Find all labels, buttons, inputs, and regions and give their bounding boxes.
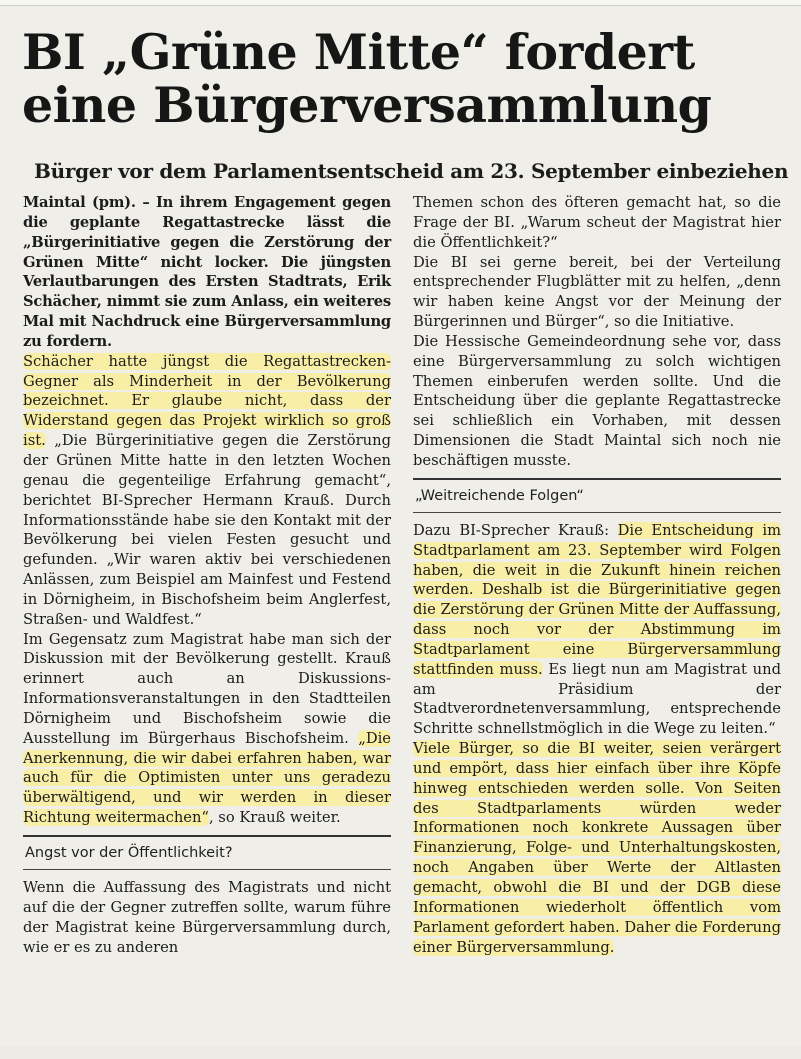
highlighted-text: Schächer hatte jüngst die Regattastrecken-Gegner als Minderheit in der Bevölkerung bezeichnet. Er glaube nicht, dass der Widerstand gegen das Projekt wirklich so groß ist. — [23, 352, 391, 450]
section-title-angst: Angst vor der Öffentlichkeit? — [25, 845, 233, 861]
paragraph-krauss — [413, 521, 781, 739]
paragraph-text: Im Gegensatz zum Magistrat habe man sich der Diskussion mit der Bevölkerung gestellt. Krauß erinnert auch an Diskussions-Informationsveranstaltungen in den Stadtteilen Dörnigheim und Bischofsheim sowie die Ausstellung im Bürgerhaus Bischofsheim. — [23, 630, 391, 747]
section-title-folgen: „Weitreichende Folgen“ — [415, 487, 584, 504]
paragraph-text: Dazu BI-Sprecher Krauß: — [413, 521, 618, 539]
paragraph-schaecher — [23, 352, 391, 630]
article-column-right — [413, 193, 781, 957]
paragraph-text: , so Krauß weiter. — [208, 809, 341, 827]
paragraph-flugblaetter: Die BI sei gerne bereit, bei der Verteilung entsprechender Flugblätter mit zu helfen, „denn wir haben keine Angst vor der Meinung der Bürgerinnen und Bürger“, so die Initiative. — [413, 253, 781, 331]
page-top-edge — [0, 0, 801, 6]
paragraph-gemeindeordnung: Die Hessische Gemeindeordnung sehe vor, dass eine Bürgerversammlung zu solch wichtigen Themen einberufen werden sollte. Und die Entscheidung über die geplante Regattastrecke sei schließlich ein Vorhaben, mit dessen Dimensionen die Stadt Maintal sich noch nie beschäftigen musste. — [413, 332, 781, 469]
section-divider — [23, 835, 391, 837]
article-subheadline: Bürger vor dem Parlamentsentscheid am 23. September einbeziehen — [34, 159, 789, 183]
section-divider — [413, 512, 781, 513]
highlighted-text: Die Entscheidung im Stadtparlament am 23. September wird Folgen haben, die weit in die Zukunft hinein reichen werden. Deshalb ist die Bürgerinitiative gegen die Zerstörung der Grünen Mitte der Auffassung, dass noch vor der Abstimmung im Stadtparlament eine Bürgerversammlung stattfinden muss. — [413, 521, 781, 678]
paragraph-text: Es liegt nun am Magistrat und am Präsidium der Stadtverordnetenversammlung, entsprechende Schritte schnellstmöglich in die Wege zu leiten.“ — [413, 660, 781, 738]
section-divider — [413, 478, 781, 480]
paragraph-themen: Themen schon des öfteren gemacht hat, so die Frage der BI. „Warum scheut der Magistrat hier die Öffentlichkeit?“ — [413, 194, 781, 251]
article-column-left — [23, 193, 391, 957]
paragraph-buerger — [413, 739, 781, 957]
highlighted-text: „Die Anerkennung, die wir dabei erfahren haben, war auch für die Optimisten unter uns geradezu überwältigend, und wir werden in dieser Richtung weitermachen“ — [23, 729, 391, 827]
article-headline: BI „Grüne Mitte“ fordert eine Bürgerversammlung — [22, 23, 712, 134]
section-divider — [23, 869, 391, 870]
paragraph-magistrat: Wenn die Auffassung des Magistrats und nicht auf die der Gegner zutreffen sollte, warum führe der Magistrat keine Bürgerversammlung durch, wie er es zu anderen — [23, 879, 391, 956]
paragraph-text: „Die Bürgerinitiative gegen die Zerstörung der Grünen Mitte hatte in den letzten Wochen genau die gegenteilige Erfahrung gemacht“, berichtet BI-Sprecher Hermann Krauß. Durch Informationsstände habe sie den Kontakt mit der Bevölkerung bei vielen Festen gesucht und gefunden. „Wir waren aktiv bei verschiedenen Anlässen, zum Beispiel am Mainfest und Festend in Dörnigheim, in Bischofsheim beim Anglerfest, Straßen- und Waldfest.“ — [23, 432, 391, 628]
paragraph-gegensatz — [23, 630, 391, 828]
article-lead-paragraph: Maintal (pm). – In ihrem Engagement gegen die geplante Regattastrecke lässt die „Bürgerinitiative gegen die Zerstörung der Grünen Mitte“ nicht locker. Die jüngsten Verlautbarungen des Ersten Stadtrats, Erik Schächer, nimmt sie zum Anlass, ein weiteres Mal mit Nachdruck eine Bürgerversammlung zu fordern. — [23, 194, 391, 350]
page-bottom-edge — [0, 1046, 801, 1059]
highlighted-text: Viele Bürger, so die BI weiter, seien verärgert und empört, dass hier einfach über ihre Köpfe hinweg entschieden werden solle. Von Seiten des Stadtparlaments würden weder Informationen noch konkrete Aussagen über Finanzierung, Folge- und Unterhaltungskosten, noch Angaben über Werte der Altlasten gemacht, obwohl die BI und der DGB diese Informationen wiederholt öffentlich vom Parlament gefordert haben. Daher die Forderung einer Bürgerversammlung. — [413, 740, 781, 956]
